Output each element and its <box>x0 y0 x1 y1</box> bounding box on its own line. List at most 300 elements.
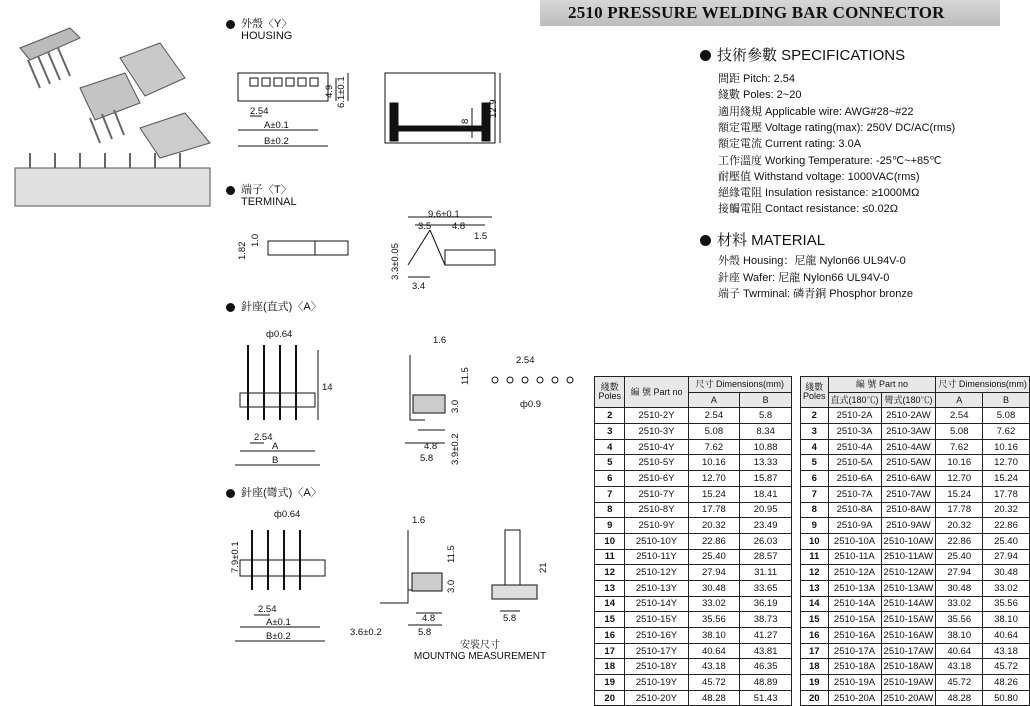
section-terminal-en: TERMINAL <box>241 196 297 208</box>
table-cell: 45.72 <box>936 675 983 691</box>
table-cell: 25.40 <box>688 549 740 565</box>
table-cell: 48.28 <box>688 690 740 706</box>
table-row <box>801 439 1030 455</box>
table-cell: 36.19 <box>740 596 792 612</box>
table-cell: 35.56 <box>688 612 740 628</box>
table-cell: 30.48 <box>688 580 740 596</box>
table-cell: 45.72 <box>688 675 740 691</box>
product-photo <box>10 18 220 213</box>
dim-w-hole: ф0.9 <box>520 399 542 410</box>
table-row <box>595 533 792 549</box>
bullet-icon <box>226 20 235 29</box>
table-row <box>595 408 792 424</box>
table-cell: 18.41 <box>740 486 792 502</box>
table-cell: 43.18 <box>983 643 1030 659</box>
dim-w-pin: ф0.64 <box>266 329 293 340</box>
table-cell: 2510-15Y <box>625 612 688 628</box>
table-row <box>801 533 1030 549</box>
table-row <box>595 486 792 502</box>
table-cell: 30.48 <box>983 565 1030 581</box>
dim-a-pin: ф0.64 <box>274 509 301 520</box>
table-cell: 2510-19A <box>828 675 881 691</box>
dim-term-a: 3.5 <box>418 221 432 232</box>
th-part: 編 號 Part no <box>828 377 936 393</box>
dim-w-a: A <box>272 441 279 452</box>
table-cell: 2510-11Y <box>625 549 688 565</box>
table-row <box>595 643 792 659</box>
cell-poles: 5 <box>801 455 829 471</box>
table-cell: 35.56 <box>983 596 1030 612</box>
table-cell: 17.78 <box>936 502 983 518</box>
cell-poles: 20 <box>801 690 829 706</box>
table-cell: 15.24 <box>936 486 983 502</box>
material-heading <box>700 229 825 250</box>
table-cell: 2510-17Y <box>625 643 688 659</box>
material-line: 端子 Twrminal: 磷青銅 Phosphor bronze <box>718 288 914 300</box>
dim-a-s1: 1.6 <box>412 515 426 526</box>
table-cell: 48.28 <box>936 690 983 706</box>
dim-w-h: 14 <box>322 382 333 393</box>
table-cell: 2510-10Y <box>625 533 688 549</box>
table-row <box>595 675 792 691</box>
dim-w-pitch: 2.54 <box>254 432 273 443</box>
table-row <box>595 690 792 706</box>
cell-poles: 11 <box>801 549 829 565</box>
table-row <box>801 628 1030 644</box>
table-cell: 17.78 <box>688 502 740 518</box>
table-row <box>595 471 792 487</box>
table-cell: 2510-6AW <box>881 471 936 487</box>
table-cell: 5.08 <box>688 424 740 440</box>
cell-poles: 20 <box>595 690 625 706</box>
table-cell: 40.64 <box>983 628 1030 644</box>
table-cell: 43.18 <box>936 659 983 675</box>
dim-w-holes-pitch: 2.54 <box>516 355 535 366</box>
table-cell: 2510-16Y <box>625 628 688 644</box>
table-cell: 23.49 <box>740 518 792 534</box>
cell-poles: 15 <box>801 612 829 628</box>
dim-term-len: 9.6±0.1 <box>428 209 460 220</box>
table-cell: 2510-19Y <box>625 675 688 691</box>
section-housing-en: HOUSING <box>241 30 293 42</box>
table-cell: 2510-15AW <box>881 612 936 628</box>
dim-w-s4: 4.8 <box>424 441 438 452</box>
table-cell: 38.73 <box>740 612 792 628</box>
th-dim: 尺寸 Dimensions(mm) <box>688 377 791 393</box>
table-cell: 2510-12AW <box>881 565 936 581</box>
table-row <box>595 628 792 644</box>
cell-poles: 10 <box>595 533 625 549</box>
table-row <box>801 643 1030 659</box>
table-cell: 2510-6A <box>828 471 881 487</box>
table-cell: 38.10 <box>936 628 983 644</box>
table-cell: 30.48 <box>936 580 983 596</box>
cell-poles: 12 <box>801 565 829 581</box>
cell-poles: 3 <box>595 424 625 440</box>
table-cell: 2510-13A <box>828 580 881 596</box>
table-cell: 10.16 <box>936 455 983 471</box>
table-cell: 2510-13AW <box>881 580 936 596</box>
table-cell: 2510-4Y <box>625 439 688 455</box>
material-heading-text: 材料 MATERIAL <box>717 232 826 249</box>
dim-housing-side2: 12.9 <box>488 99 499 118</box>
dim-a-s6: 3.6±0.2 <box>350 627 382 638</box>
cell-poles: 10 <box>801 533 829 549</box>
table-cell: 2510-18A <box>828 659 881 675</box>
table-row <box>801 455 1030 471</box>
dim-w-s6: 3.9±0.2 <box>450 433 461 465</box>
table-cell: 2510-14A <box>828 596 881 612</box>
spec-line: 工作溫度 Working Temperature: -25℃~+85℃ <box>718 154 942 167</box>
cell-poles: 7 <box>801 486 829 502</box>
table-row <box>801 502 1030 518</box>
table-cell: 15.87 <box>740 471 792 487</box>
table-cell: 33.65 <box>740 580 792 596</box>
table-cell: 22.86 <box>936 533 983 549</box>
table-cell: 40.64 <box>688 643 740 659</box>
table-cell: 20.32 <box>688 518 740 534</box>
table-cell: 10.16 <box>688 455 740 471</box>
table-cell: 2510-10A <box>828 533 881 549</box>
table-cell: 2510-18AW <box>881 659 936 675</box>
cell-poles: 7 <box>595 486 625 502</box>
dim-term-c: 1.5 <box>474 231 488 242</box>
table-cell: 2510-8Y <box>625 502 688 518</box>
table-cell: 22.86 <box>688 533 740 549</box>
wafer-straight-drawing <box>230 325 600 475</box>
th-poles: 綫數 Poles <box>595 377 625 408</box>
table-cell: 33.02 <box>983 580 1030 596</box>
cell-poles: 17 <box>595 643 625 659</box>
th-straight: 直式(180℃) <box>828 392 881 408</box>
page-title: 2510 PRESSURE WELDING BAR CONNECTOR <box>568 3 945 22</box>
table-cell: 2510-3Y <box>625 424 688 440</box>
table-cell: 2.54 <box>936 408 983 424</box>
mount-caption-en: MOUNTNG MEASUREMENT <box>413 651 547 662</box>
cell-poles: 14 <box>801 596 829 612</box>
mount-caption <box>400 636 560 662</box>
dim-w-s3: 3.0 <box>450 399 461 413</box>
table-cell: 20.32 <box>936 518 983 534</box>
table-row <box>801 518 1030 534</box>
table-row <box>595 580 792 596</box>
part-table-housing <box>594 376 792 706</box>
section-wafer-angle <box>226 487 322 499</box>
cell-poles: 3 <box>801 424 829 440</box>
section-housing <box>226 18 292 42</box>
table-cell: 43.18 <box>688 659 740 675</box>
spec-line: 接觸電阻 Contact resistance: ≤0.02Ω <box>718 203 898 216</box>
cell-poles: 11 <box>595 549 625 565</box>
cell-poles: 17 <box>801 643 829 659</box>
table-cell: 50.80 <box>983 690 1030 706</box>
th-dim: 尺寸 Dimensions(mm) <box>936 377 1030 393</box>
dim-a-a: A±0.1 <box>266 617 291 628</box>
table-cell: 7.62 <box>688 439 740 455</box>
section-wafer-angle-cn: 針座(彎式)〈A〉 <box>241 487 322 499</box>
dim-a-s2: 11.5 <box>446 545 457 563</box>
dim-a-b: B±0.2 <box>266 631 291 642</box>
table-row <box>595 565 792 581</box>
bullet-icon <box>226 186 235 195</box>
cell-poles: 9 <box>801 518 829 534</box>
dim-term-h1: 1.82 <box>237 241 248 260</box>
table-cell: 15.24 <box>688 486 740 502</box>
table-cell: 2510-14Y <box>625 596 688 612</box>
th-b: B <box>983 392 1030 408</box>
cell-poles: 18 <box>595 659 625 675</box>
terminal-drawing <box>230 205 510 295</box>
dim-w-b: B <box>272 455 279 466</box>
table-row <box>595 424 792 440</box>
spec-heading-text: 技術參數 SPECIFICATIONS <box>717 47 906 64</box>
table-cell: 22.86 <box>983 518 1030 534</box>
section-wafer-straight <box>226 301 322 313</box>
section-terminal-cn: 端子〈T〉 <box>241 184 292 196</box>
table-row <box>801 471 1030 487</box>
table-cell: 25.40 <box>983 533 1030 549</box>
cell-poles: 19 <box>801 675 829 691</box>
dim-m-w: 5.8 <box>503 613 517 624</box>
th-a: A <box>936 392 983 408</box>
spec-line: 綫數 Poles: 2~20 <box>718 89 802 102</box>
dim-a-s3: 3.0 <box>446 579 457 593</box>
part-table-wafer <box>800 376 1030 706</box>
table-cell: 2.54 <box>688 408 740 424</box>
table-cell: 2510-18Y <box>625 659 688 675</box>
table-cell: 2510-16AW <box>881 628 936 644</box>
table-cell: 2510-14AW <box>881 596 936 612</box>
table-cell: 2510-12Y <box>625 565 688 581</box>
table-cell: 15.24 <box>983 471 1030 487</box>
table-row <box>801 549 1030 565</box>
cell-poles: 4 <box>595 439 625 455</box>
table-cell: 2510-2A <box>828 408 881 424</box>
table-cell: 38.10 <box>688 628 740 644</box>
cell-poles: 6 <box>595 471 625 487</box>
table-cell: 28.57 <box>740 549 792 565</box>
table-cell: 2510-12A <box>828 565 881 581</box>
table-cell: 8.34 <box>740 424 792 440</box>
table-cell: 2510-4AW <box>881 439 936 455</box>
table-cell: 2510-9A <box>828 518 881 534</box>
cell-poles: 13 <box>801 580 829 596</box>
table-cell: 7.62 <box>936 439 983 455</box>
cell-poles: 8 <box>801 502 829 518</box>
table-row <box>801 565 1030 581</box>
dim-housing-b: B±0.2 <box>264 136 289 147</box>
table-cell: 2510-13Y <box>625 580 688 596</box>
th-a: A <box>688 392 740 408</box>
table-row <box>595 549 792 565</box>
wafer-angle-drawing <box>230 505 570 655</box>
table-cell: 2510-3A <box>828 424 881 440</box>
table-cell: 2510-3AW <box>881 424 936 440</box>
table-row <box>595 518 792 534</box>
table-cell: 2510-5AW <box>881 455 936 471</box>
table-cell: 2510-20Y <box>625 690 688 706</box>
table-cell: 2510-7A <box>828 486 881 502</box>
cell-poles: 14 <box>595 596 625 612</box>
table-cell: 7.62 <box>983 424 1030 440</box>
section-housing-cn: 外殼〈Y〉 <box>241 18 293 30</box>
table-cell: 43.81 <box>740 643 792 659</box>
cell-poles: 5 <box>595 455 625 471</box>
table-cell: 2510-8AW <box>881 502 936 518</box>
table-cell: 2510-9Y <box>625 518 688 534</box>
table-cell: 2510-5A <box>828 455 881 471</box>
table-cell: 38.10 <box>983 612 1030 628</box>
table-cell: 51.43 <box>740 690 792 706</box>
dim-housing-pitch: 2.54 <box>250 106 269 117</box>
th-angle: 彎式(180℃) <box>881 392 936 408</box>
bullet-icon <box>700 235 711 246</box>
table-cell: 2510-17AW <box>881 643 936 659</box>
table-cell: 46.35 <box>740 659 792 675</box>
spec-heading <box>700 44 905 65</box>
table-cell: 5.08 <box>936 424 983 440</box>
table-cell: 2510-7Y <box>625 486 688 502</box>
mount-caption-cn: 安裝尺寸 <box>460 640 500 651</box>
table-cell: 2510-20AW <box>881 690 936 706</box>
table-row <box>801 580 1030 596</box>
dim-w-s2: 11.5 <box>460 367 471 385</box>
material-line: 外殼 Housing：尼龍 Nylon66 UL94V-0 <box>718 255 906 267</box>
spec-line: 間距 Pitch: 2.54 <box>718 73 796 85</box>
material-line: 針座 Wafer: 尼龍 Nylon66 UL94V-0 <box>718 271 890 284</box>
table-cell: 12.70 <box>936 471 983 487</box>
spec-line: 額定電壓 Voltage rating(max): 250V DC/AC(rms) <box>718 121 956 134</box>
housing-drawing <box>230 58 510 158</box>
dim-a-h: 7.9±0.1 <box>230 541 241 573</box>
table-cell: 2510-6Y <box>625 471 688 487</box>
table-cell: 27.94 <box>983 549 1030 565</box>
cell-poles: 13 <box>595 580 625 596</box>
table-cell: 2510-9AW <box>881 518 936 534</box>
dim-w-s1: 1.6 <box>433 335 447 346</box>
table-row <box>595 439 792 455</box>
table-cell: 26.03 <box>740 533 792 549</box>
table-row <box>801 690 1030 706</box>
cell-poles: 2 <box>595 408 625 424</box>
cell-poles: 2 <box>801 408 829 424</box>
table-row <box>801 612 1030 628</box>
dim-a-s5: 5.8 <box>418 627 432 638</box>
dim-term-d: 3.4 <box>412 281 426 292</box>
table-cell: 41.27 <box>740 628 792 644</box>
th-poles: 綫數 Poles <box>801 377 829 408</box>
spec-line: 適用綫規 Applicable wire: AWG#28~#22 <box>718 105 914 118</box>
table-row <box>595 612 792 628</box>
cell-poles: 6 <box>801 471 829 487</box>
table-cell: 20.32 <box>983 502 1030 518</box>
dim-housing-a: A±0.1 <box>264 120 289 131</box>
table-row <box>801 408 1030 424</box>
table-cell: 25.40 <box>936 549 983 565</box>
table-cell: 10.16 <box>983 439 1030 455</box>
cell-poles: 16 <box>801 628 829 644</box>
table-cell: 20.95 <box>740 502 792 518</box>
table-cell: 13.33 <box>740 455 792 471</box>
dim-housing-side1: 8 <box>460 118 471 124</box>
dim-term-h2: 1.0 <box>250 233 261 247</box>
table-cell: 48.26 <box>983 675 1030 691</box>
table-cell: 2510-17A <box>828 643 881 659</box>
spec-line: 絕緣電阻 Insulation resistance: ≥1000MΩ <box>718 187 920 200</box>
spec-line: 耐壓值 Withstand voltage: 1000VAC(rms) <box>718 170 920 183</box>
cell-poles: 19 <box>595 675 625 691</box>
table-cell: 2510-15A <box>828 612 881 628</box>
table-cell: 2510-11A <box>828 549 881 565</box>
section-wafer-straight-cn: 針座(直式)〈A〉 <box>241 301 322 313</box>
table-cell: 10.88 <box>740 439 792 455</box>
table-cell: 27.94 <box>936 565 983 581</box>
table-cell: 2510-4A <box>828 439 881 455</box>
bullet-icon <box>700 50 711 61</box>
bullet-icon <box>226 489 235 498</box>
dim-term-h3: 3.3±0.05 <box>390 243 401 280</box>
dim-housing-h2: 6.1±0.1 <box>336 76 347 108</box>
bullet-icon <box>226 303 235 312</box>
th-b: B <box>740 392 792 408</box>
table-cell: 2510-2AW <box>881 408 936 424</box>
table-cell: 2510-10AW <box>881 533 936 549</box>
table-cell: 2510-2Y <box>625 408 688 424</box>
spec-line: 額定電流 Current rating: 3.0A <box>718 138 862 151</box>
table-cell: 35.56 <box>936 612 983 628</box>
cell-poles: 18 <box>801 659 829 675</box>
dim-a-pitch: 2.54 <box>258 604 277 615</box>
cell-poles: 15 <box>595 612 625 628</box>
cell-poles: 4 <box>801 439 829 455</box>
table-cell: 12.70 <box>688 471 740 487</box>
table-cell: 48.89 <box>740 675 792 691</box>
table-row <box>595 596 792 612</box>
table-row <box>801 486 1030 502</box>
table-cell: 45.72 <box>983 659 1030 675</box>
table-cell: 2510-20A <box>828 690 881 706</box>
cell-poles: 8 <box>595 502 625 518</box>
table-cell: 33.02 <box>936 596 983 612</box>
cell-poles: 12 <box>595 565 625 581</box>
table-cell: 33.02 <box>688 596 740 612</box>
cell-poles: 9 <box>595 518 625 534</box>
table-row <box>595 659 792 675</box>
table-cell: 27.94 <box>688 565 740 581</box>
table-row <box>595 455 792 471</box>
table-cell: 5.8 <box>740 408 792 424</box>
dim-term-b: 4.8 <box>452 221 466 232</box>
table-cell: 31.11 <box>740 565 792 581</box>
dim-a-s4: 4.8 <box>422 613 436 624</box>
table-cell: 17.78 <box>983 486 1030 502</box>
dim-housing-h: 4.9 <box>324 84 335 98</box>
table-cell: 12.70 <box>983 455 1030 471</box>
title-bar <box>540 0 1000 26</box>
dim-w-s5: 5.8 <box>420 453 434 464</box>
table-row <box>801 659 1030 675</box>
table-cell: 5.08 <box>983 408 1030 424</box>
table-row <box>801 596 1030 612</box>
table-cell: 2510-16A <box>828 628 881 644</box>
th-part: 編 號 Part no <box>625 377 688 408</box>
table-row <box>801 675 1030 691</box>
table-cell: 2510-19AW <box>881 675 936 691</box>
table-cell: 2510-11AW <box>881 549 936 565</box>
table-cell: 2510-7AW <box>881 486 936 502</box>
table-row <box>801 424 1030 440</box>
table-cell: 2510-8A <box>828 502 881 518</box>
